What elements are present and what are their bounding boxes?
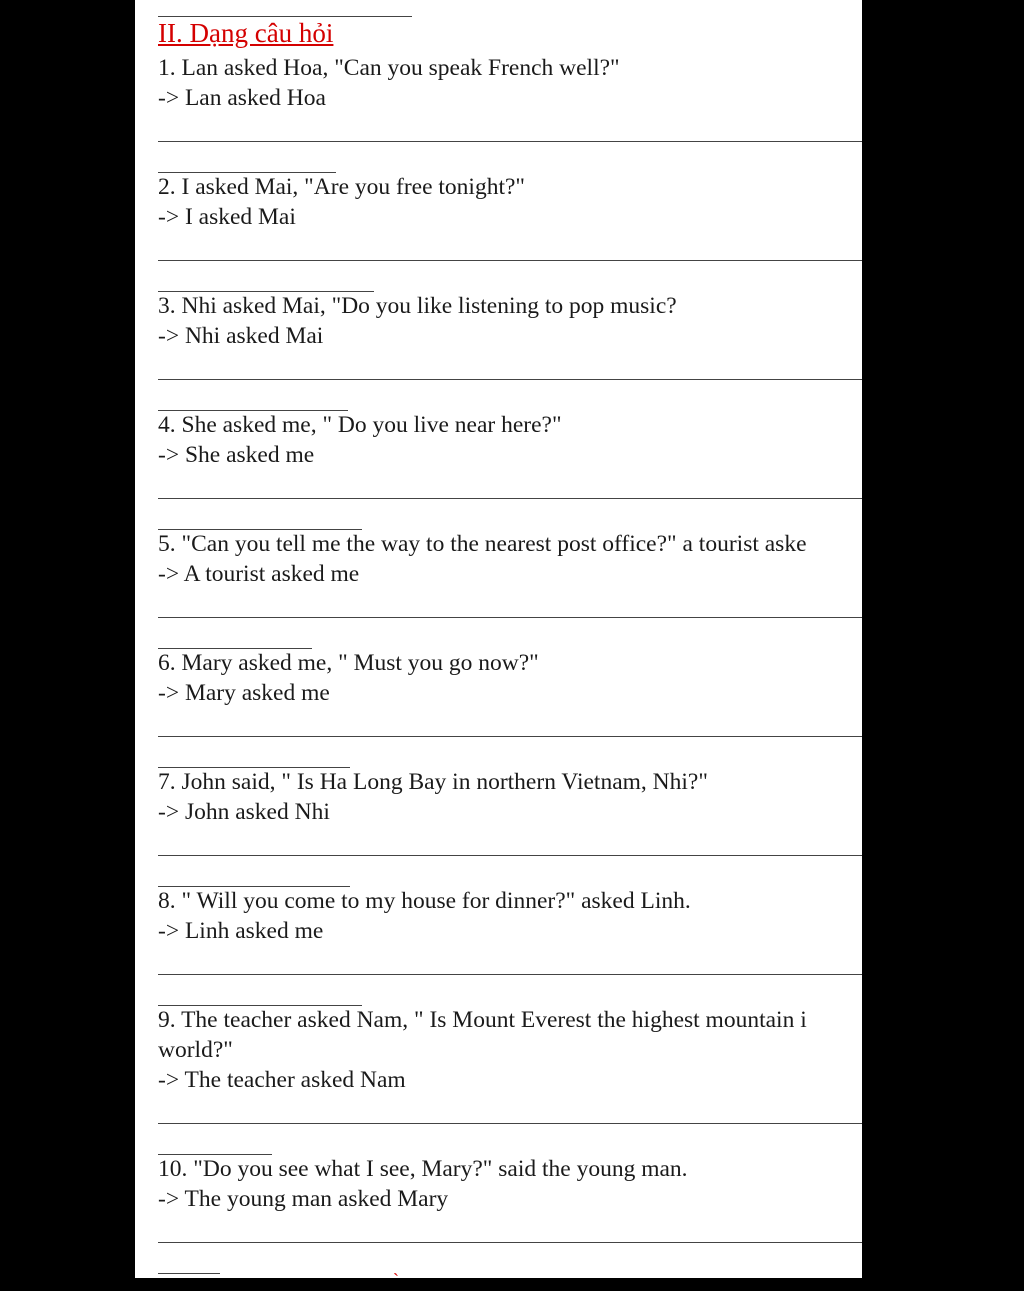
answer-line-short[interactable] (158, 529, 362, 530)
answer-line[interactable] (158, 974, 862, 975)
answer-line-short[interactable] (158, 410, 348, 411)
answer-line-short[interactable] (158, 291, 374, 292)
question-8: 8. " Will you come to my house for dinner?" asked Linh. (158, 888, 691, 914)
question-1: 1. Lan asked Hoa, "Can you speak French well?" (158, 55, 620, 81)
answer-line-short[interactable] (158, 1005, 362, 1006)
answer-line[interactable] (158, 379, 862, 380)
answer-line[interactable] (158, 141, 862, 142)
question-2: 2. I asked Mai, "Are you free tonight?" (158, 174, 526, 200)
question-6: 6. Mary asked me, " Must you go now?" (158, 650, 539, 676)
answer-line[interactable] (158, 736, 862, 737)
answer-line-short[interactable] (158, 767, 350, 768)
answer-line[interactable] (158, 855, 862, 856)
answer-stem-6: -> Mary asked me (158, 680, 330, 706)
answer-stem-2: -> I asked Mai (158, 204, 296, 230)
question-5: 5. "Can you tell me the way to the nearest post office?" a tourist aske (158, 531, 807, 557)
answer-line[interactable] (158, 617, 862, 618)
answer-stem-5: -> A tourist asked me (158, 561, 360, 587)
answer-line-short[interactable] (158, 1273, 220, 1274)
section-heading: II. Dạng câu hỏi (158, 18, 334, 48)
answer-line[interactable] (158, 260, 862, 261)
question-4: 4. She asked me, " Do you live near here?" (158, 412, 562, 438)
answer-line[interactable] (158, 498, 862, 499)
answer-stem-4: -> She asked me (158, 442, 315, 468)
question-9-cont: world?" (158, 1037, 233, 1063)
question-9: 9. The teacher asked Nam, " Is Mount Everest the highest mountain i (158, 1007, 807, 1033)
answer-line[interactable] (158, 1242, 862, 1243)
question-10: 10. "Do you see what I see, Mary?" said the young man. (158, 1156, 688, 1182)
top-rule (158, 16, 412, 17)
answer-stem-1: -> Lan asked Hoa (158, 85, 326, 111)
answer-stem-10: -> The young man asked Mary (158, 1186, 449, 1212)
answer-stem-3: -> Nhi asked Mai (158, 323, 324, 349)
answer-stem-8: -> Linh asked me (158, 918, 324, 944)
answer-line-short[interactable] (158, 1154, 272, 1155)
answer-line-short[interactable] (158, 648, 312, 649)
answer-stem-7: -> John asked Nhi (158, 799, 330, 825)
answer-line-short[interactable] (158, 172, 336, 173)
question-3: 3. Nhi asked Mai, "Do you like listening to pop music? (158, 293, 677, 319)
question-7: 7. John said, " Is Ha Long Bay in northern Vietnam, Nhi?" (158, 769, 708, 795)
answer-stem-9: -> The teacher asked Nam (158, 1067, 406, 1093)
cut-off-mark: ` (393, 1270, 399, 1290)
worksheet-page (135, 0, 862, 1290)
answer-line[interactable] (158, 1123, 862, 1124)
answer-line-short[interactable] (158, 886, 350, 887)
